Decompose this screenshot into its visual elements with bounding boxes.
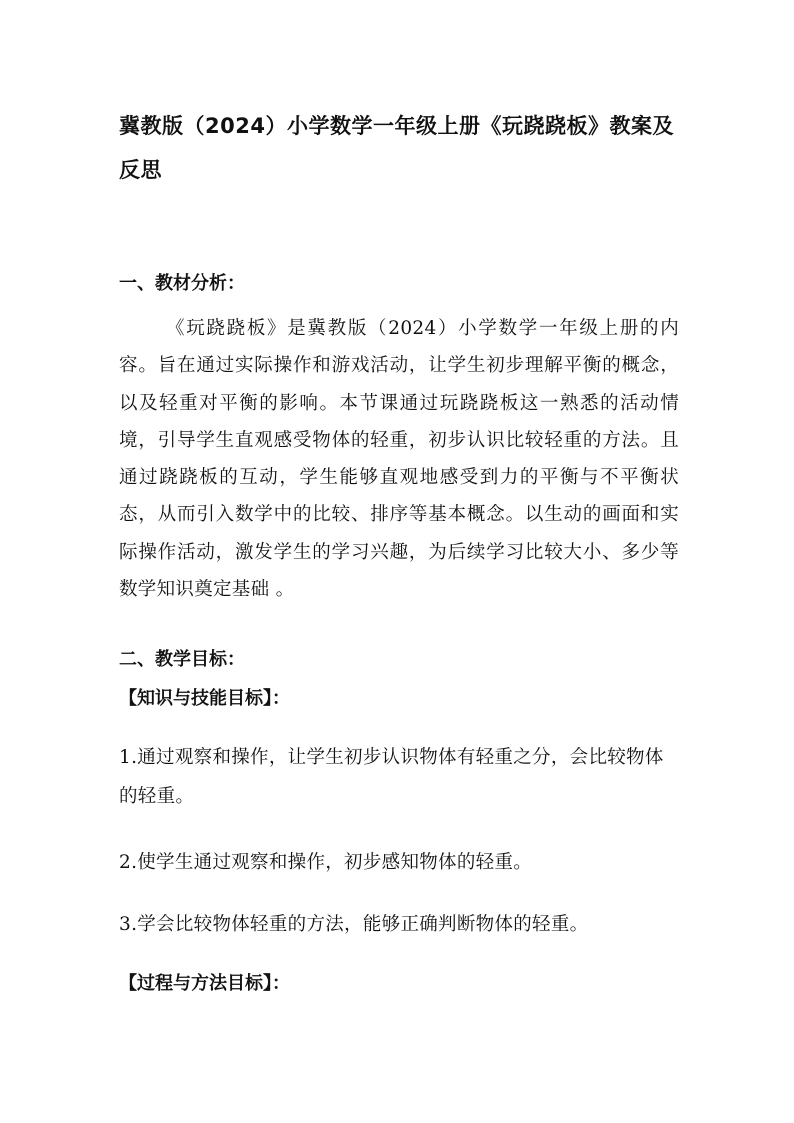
- goal-item-3: 3.学会比较物体轻重的方法，能够正确判断物体的轻重。: [119, 914, 589, 935]
- goal-item-2: 2.使学生通过观察和操作，初步感知物体的轻重。: [119, 852, 533, 873]
- subheading-process-methods: 【过程与方法目标】：: [119, 973, 290, 994]
- document-title: 冀教版（2024）小学数学一年级上册《玩跷跷板》教案及反思: [119, 114, 674, 182]
- section-heading-teaching-goals: 二、教学目标：: [119, 649, 245, 670]
- subheading-knowledge-skills: 【知识与技能目标】：: [119, 688, 290, 709]
- material-analysis-paragraph: 《玩跷跷板》是冀教版（2024）小学数学一年级上册的内容。旨在通过实际操作和游戏活动，让学生初步理解平衡的概念，以及轻重对平衡的影响。本节课通过玩跷跷板这一熟悉的活动情境，引导学生直观感受物体的轻重，初步认识比较轻重的方法。且通过跷跷板的互动，学生能够直观地感受到力的平衡与不平衡状态，从而引入数学中的比较、排序等基本概念。以生动的画面和实际操作活动，激发学生的学习兴趣，为后续学习比较大小、多少等数学知识奠定基础 。: [119, 318, 679, 601]
- section-heading-material-analysis: 一、教材分析：: [119, 273, 245, 294]
- goal-item-1: 1.通过观察和操作，让学生初步认识物体有轻重之分，会比较物体的轻重。: [119, 747, 664, 807]
